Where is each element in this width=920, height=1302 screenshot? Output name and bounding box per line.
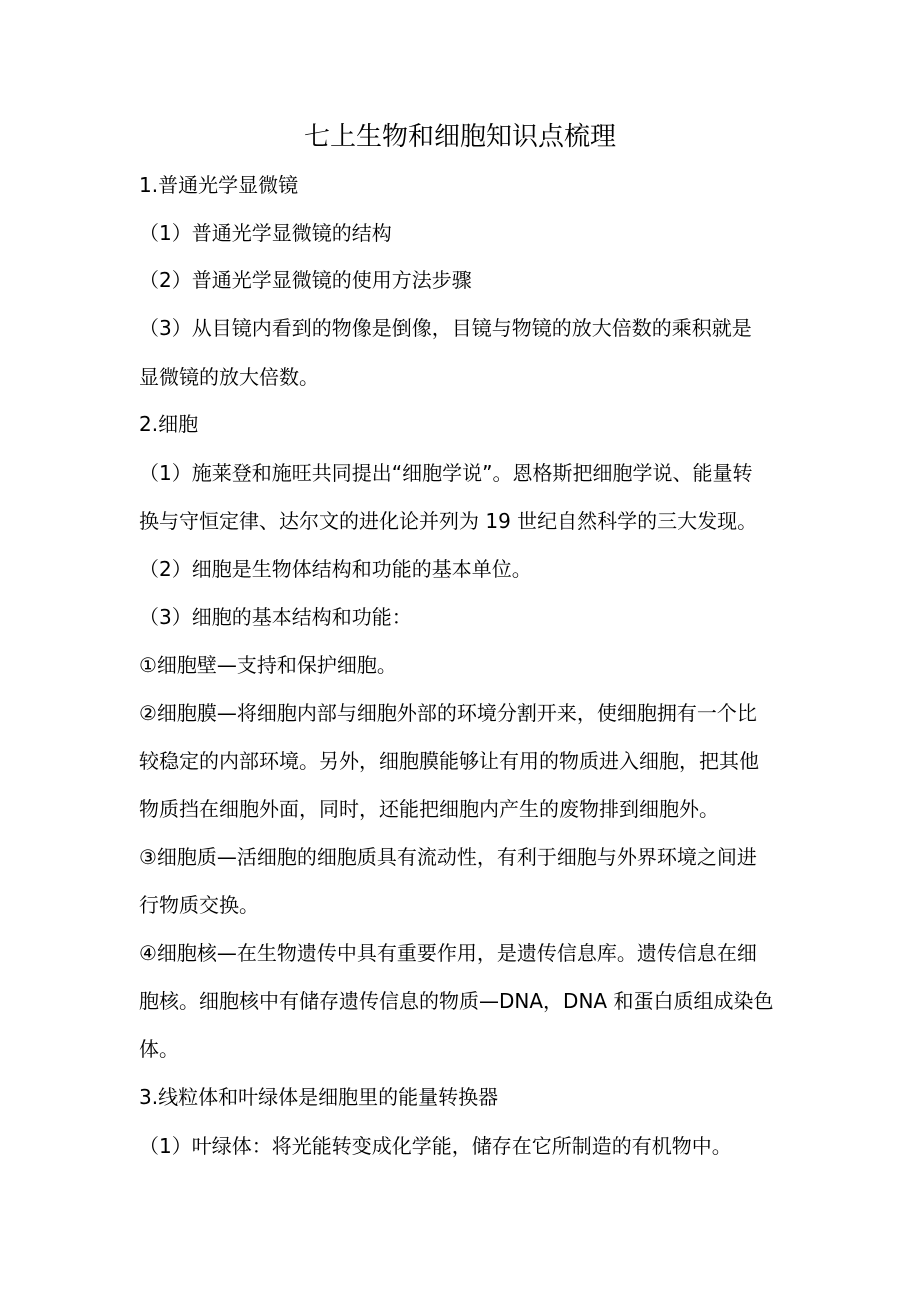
- paragraph-line: 换与守恒定律、达尔文的进化论并列为 19 世纪自然科学的三大发现。: [139, 509, 758, 533]
- paragraph-line: 较稳定的内部环境。另外，细胞膜能够让有用的物质进入细胞，把其他: [139, 749, 759, 773]
- paragraph-line: ③细胞质—活细胞的细胞质具有流动性，有利于细胞与外界环境之间进: [139, 845, 757, 869]
- paragraph-line: ②细胞膜—将细胞内部与细胞外部的环境分割开来，使细胞拥有一个比: [139, 701, 757, 725]
- paragraph-line: 行物质交换。: [139, 893, 259, 917]
- paragraph-line: （3）细胞的基本结构和功能：: [139, 605, 412, 629]
- section-heading-microscope: 1.普通光学显微镜: [139, 173, 299, 197]
- section-heading-cell: 2.细胞: [139, 412, 199, 436]
- paragraph-line: 胞核。细胞核中有储存遗传信息的物质—DNA，DNA 和蛋白质组成染色: [139, 989, 774, 1013]
- paragraph-line: （1）普通光学显微镜的结构: [139, 221, 392, 245]
- paragraph-line: （3）从目镜内看到的物像是倒像，目镜与物镜的放大倍数的乘积就是: [139, 316, 752, 340]
- paragraph-line: （1）叶绿体：将光能转变成化学能，储存在它所制造的有机物中。: [139, 1134, 732, 1158]
- paragraph-line: （1）施莱登和施旺共同提出“细胞学说”。恩格斯把细胞学说、能量转: [139, 461, 753, 485]
- document-title: 七上生物和细胞知识点梳理: [303, 122, 616, 152]
- paragraph-line: ①细胞壁—支持和保护细胞。: [139, 653, 397, 677]
- section-heading-energy-converters: 3.线粒体和叶绿体是细胞里的能量转换器: [139, 1085, 499, 1109]
- paragraph-line: （2）普通光学显微镜的使用方法步骤: [139, 268, 472, 292]
- paragraph-line: ④细胞核—在生物遗传中具有重要作用，是遗传信息库。遗传信息在细: [139, 941, 757, 965]
- paragraph-line: 物质挡在细胞外面，同时，还能把细胞内产生的废物排到细胞外。: [139, 797, 719, 821]
- paragraph-line: 体。: [139, 1037, 179, 1061]
- paragraph-line: （2）细胞是生物体结构和功能的基本单位。: [139, 557, 532, 581]
- paragraph-line: 显微镜的放大倍数。: [139, 365, 319, 389]
